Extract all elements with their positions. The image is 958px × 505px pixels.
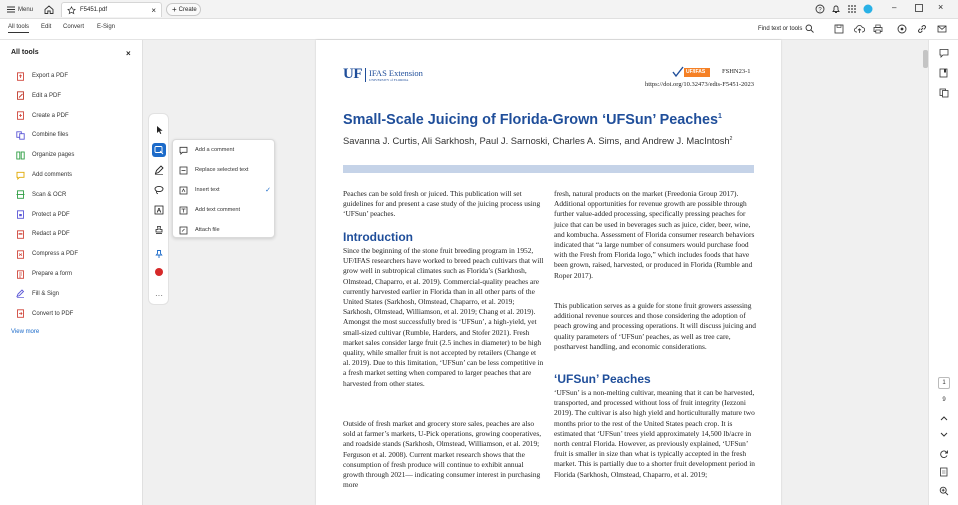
title-text: Small-Scale Juicing of Florida-Grown ‘UFSun’ Peaches [343,112,719,128]
add-comments-icon [16,171,25,180]
tool-organize-pages[interactable] [16,149,74,161]
popup-item-replace-text[interactable] [179,163,271,177]
menu-label: Menu [18,6,34,13]
popup-item-attach-file[interactable] [179,223,271,237]
pdf-page [316,40,781,505]
maximize-icon[interactable] [915,4,923,12]
svg-text:?: ? [818,7,822,14]
tool-label: Organize pages [32,152,75,159]
menu-edit[interactable]: Edit [41,24,52,30]
pen-icon [154,165,164,175]
tool-label: Export a PDF [32,73,69,79]
link-icon[interactable] [917,24,927,34]
page-up-icon[interactable] [938,412,950,424]
popup-item-label: Attach file [195,227,220,233]
popup-item-label: Add text comment [195,207,241,213]
text-box-tool-button[interactable] [152,203,166,217]
close-tab-icon[interactable]: × [151,5,156,15]
uf-ifas-logo [343,66,423,83]
menu-button[interactable] [7,3,33,16]
export-pdf-icon [16,72,25,81]
page-fit-icon[interactable] [938,466,950,478]
tool-label: Convert to PDF [32,310,74,317]
redact-pdf-icon [16,230,25,239]
panel-title: All tools [11,49,39,56]
tool-create-pdf[interactable] [16,110,69,122]
all-tools-panel [0,40,143,505]
badge-text: UF/IFAS [686,69,706,75]
close-panel-icon[interactable]: × [126,49,131,58]
pin-tool-button[interactable] [152,247,166,261]
attach-file-icon [179,226,188,235]
menu-esign[interactable]: E-Sign [97,24,116,30]
quick-tools-bar [148,113,169,305]
tool-prepare-form[interactable] [16,268,72,280]
popup-item-comment[interactable] [179,143,271,157]
search-icon [805,24,814,33]
tool-label: Combine files [32,132,69,139]
tool-fill-sign[interactable] [16,288,59,300]
pages-thumbnails-icon[interactable] [938,87,950,99]
right-sidebar [928,40,958,505]
tool-label: Add comments [32,172,73,178]
tool-label: Create a PDF [32,112,69,119]
text-edit-tool-button[interactable] [152,143,166,157]
find-tools-button[interactable] [758,24,814,33]
right-paragraph-2: This publication serves as a guide for stone fruit growers assessing additional revenue sources and those considering the adoption of peach growing and processing operations. It will discuss juicing and quality parameters of ‘UFSun’ peaches, as well as tree care, postharvest handling, and economic considerations. [554,301,756,351]
heading-ufsun-peaches: ‘UFSun’ Peaches [554,372,651,386]
select-tool-button[interactable] [152,123,166,137]
more-icon: ··· [155,290,163,300]
hamburger-icon [7,6,15,13]
menu-convert[interactable]: Convert [63,24,85,30]
create-button[interactable] [166,3,201,16]
current-page-field[interactable]: 1 [938,377,950,389]
ifas-badge [672,66,712,80]
document-tab[interactable] [61,2,162,17]
insert-text-icon [179,186,188,195]
tool-convert-pdf[interactable] [16,308,73,320]
svg-text:A: A [156,207,162,215]
tab-title: F5451.pdf [80,7,108,13]
page-down-icon[interactable] [938,429,950,441]
title-bar [0,0,958,19]
total-pages: 9 [942,397,946,403]
tool-edit-pdf[interactable] [16,90,61,102]
authors [343,135,732,146]
tool-export-pdf[interactable] [16,70,68,82]
star-icon[interactable] [67,6,76,15]
lasso-icon [154,185,164,195]
scan-ocr-icon [16,190,25,199]
apps-grid-icon[interactable] [847,4,857,14]
compress-pdf-icon [16,250,25,259]
introduction-paragraph-1: Since the beginning of the stone fruit breeding program in 1952, UF/IFAS researchers have worked to breed peach cultivars that will grow well in subtropical climates such as Florida’s (Sarkhosh, Olmstead, Chaparro, et al. 2019). Commercial-quality peaches are currently harvested earlier in Florida than in all other parts of the United States (Sarkhosh, Olmstead, Chaparro, et al. 2019; Sarkhosh, Olmstead, Williamson, et al. 2019; Chang et al. 2019). Amongst the most successfully bred is ‘UFSun’, a high-yield, yet small-sized cultivar (Rumble, Harders, and Stofer 2021). Fresh market sales consider large fruit (2.5 inches in diameter) to be high quality, while smaller fruit is not accepted by retailers (Change et al. 2019). Due to this limitation, ‘UFSun’ can be less competitive in a fresh market setting when compared to larger peaches that are harvested from other states. [343,246,544,388]
tool-label: Edit a PDF [32,92,62,99]
home-icon [44,5,54,14]
fill-sign-icon [16,289,25,298]
menu-bar [0,19,958,40]
pin-icon [154,249,164,259]
authors-footnote: 2 [729,135,733,142]
title-footnote: 1 [718,113,722,121]
heading-introduction: Introduction [343,230,413,244]
logo-divider [365,68,366,82]
refresh-icon[interactable] [938,448,950,460]
popup-item-label: Replace selected text [195,167,249,173]
popup-item-label: Insert text [195,187,220,193]
stamp-icon [154,225,164,235]
menu-all-tools[interactable]: All tools [8,24,29,33]
view-more-link[interactable]: View more [11,329,40,335]
find-label: Find text or tools [758,25,803,32]
cloud-upload-icon[interactable] [854,24,865,34]
tool-protect-pdf[interactable] [16,209,70,221]
replace-text-icon [179,166,188,175]
organize-pages-icon [16,151,25,160]
email-icon[interactable] [937,24,947,34]
tool-add-comments[interactable] [16,169,72,181]
tool-label: Redact a PDF [32,231,70,238]
doi-link[interactable]: https://doi.org/10.32473/edis-F5451-2023 [645,81,754,88]
comments-panel-icon[interactable] [938,47,950,59]
tool-label: Fill & Sign [32,290,60,297]
popup-item-insert-text[interactable] [179,183,271,197]
tool-label: Compress a PDF [32,251,79,258]
stamp-tool-button[interactable] [152,223,166,237]
authors-text: Savanna J. Curtis, Ali Sarkhosh, Paul J. Sarnoski, Charles A. Sims, and Andrew J. MacIntosh [343,135,730,146]
tool-label: Protect a PDF [32,211,70,218]
print-icon[interactable] [873,24,883,34]
color-swatch-icon [154,267,164,277]
cursor-icon [155,125,164,135]
avatar[interactable] [863,4,873,14]
save-icon[interactable] [834,24,844,34]
tool-scan-ocr[interactable] [16,189,66,201]
more-tools-button[interactable] [152,288,166,302]
logo-ifas: IFAS Extension [369,67,423,78]
document-title [343,112,783,128]
text-select-icon [154,145,164,155]
color-picker-button[interactable] [152,265,166,279]
intro-paragraph: Peaches can be sold fresh or juiced. This publication will set guidelines for and present a case study of the juicing process using ‘UFSun’ peaches. [343,189,541,219]
bookmarks-icon[interactable] [938,67,950,79]
tool-compress-pdf[interactable] [16,248,78,260]
text-tools-popup [172,139,275,238]
logo-sub: UNIVERSITY of FLORIDA [369,77,409,82]
checkmark-icon: ✓ [265,187,271,194]
text-comment-icon [179,206,188,215]
ai-assistant-icon[interactable] [897,24,907,34]
doc-id: FSHN23-1 [722,68,751,75]
edit-pdf-icon [16,91,25,100]
introduction-paragraph-2: Outside of fresh market and grocery store sales, peaches are also sold at farmer’s markets, U-Pick operations, growing cooperatives, and roadside stands (Sarkhosh, Olmstead, Williamson, et al. 2019; Ferguson et al. 2008). Current market research shows that the consumption of fresh produce will continue to exhibit annual growth through 2021— indicating consumer interest in purchasing more [343,419,542,490]
tool-redact-pdf[interactable] [16,228,70,240]
draw-tool-button[interactable] [152,163,166,177]
zoom-in-icon[interactable] [938,485,950,497]
tool-combine-files[interactable] [16,129,68,141]
tool-label: Prepare a form [32,271,73,277]
prepare-form-icon [16,270,25,279]
home-button[interactable] [44,3,54,16]
comment-icon [179,146,188,155]
right-paragraph-3: ‘UFSun’ is a non-melting cultivar, meaning that it can be harvested, transported, and processed without loss of fruit integrity (Iezzoni 2019). The cultivar is also high yield and horticulturally mature two months prior to the rest of the United States peach crop. It is estimated that ‘UFSun’ trees yield approximately 14,500 lb/acre in north central Florida. However, as previously explained, ‘UFSun’ fruit is smaller in size than what is typically accepted in the fresh market. This is partially due to a shorter fruit development period in Florida (Sarkhosh, Olmstead, Chaparro, et al. 2019; [554,388,756,479]
plus-icon: + [172,5,177,14]
lasso-tool-button[interactable] [152,183,166,197]
popup-item-label: Add a comment [195,147,235,153]
logo-uf: UF [343,66,362,82]
combine-files-icon [16,131,25,140]
tool-label: Scan & OCR [32,191,67,198]
minimize-icon[interactable]: – [892,3,897,12]
protect-pdf-icon [16,210,25,219]
title-rule [343,165,754,173]
right-paragraph-1: fresh, natural products on the market (Freedonia Group 2017). Additional opportunities for revenue growth are possible through further value-added processing, specifically pressing peaches for juice that can be used in beverages such as juice, cider, beer, wine, and kombucha. Assessment of Florida consumer research behaviors indicated that “a large number of consumers would purchase food with the Fresh from Florida logo,” which includes foods that have been grown, raised, harvested, or produced in Florida (Rumble and Roper 2017). [554,189,755,280]
close-window-icon[interactable]: × [938,2,944,12]
convert-pdf-icon [16,309,25,318]
create-pdf-icon [16,111,25,120]
popup-item-text-comment[interactable] [179,203,271,217]
text-box-icon [154,205,164,215]
create-label: Create [178,6,197,13]
notifications-icon[interactable] [831,4,841,14]
help-icon[interactable] [815,4,825,14]
